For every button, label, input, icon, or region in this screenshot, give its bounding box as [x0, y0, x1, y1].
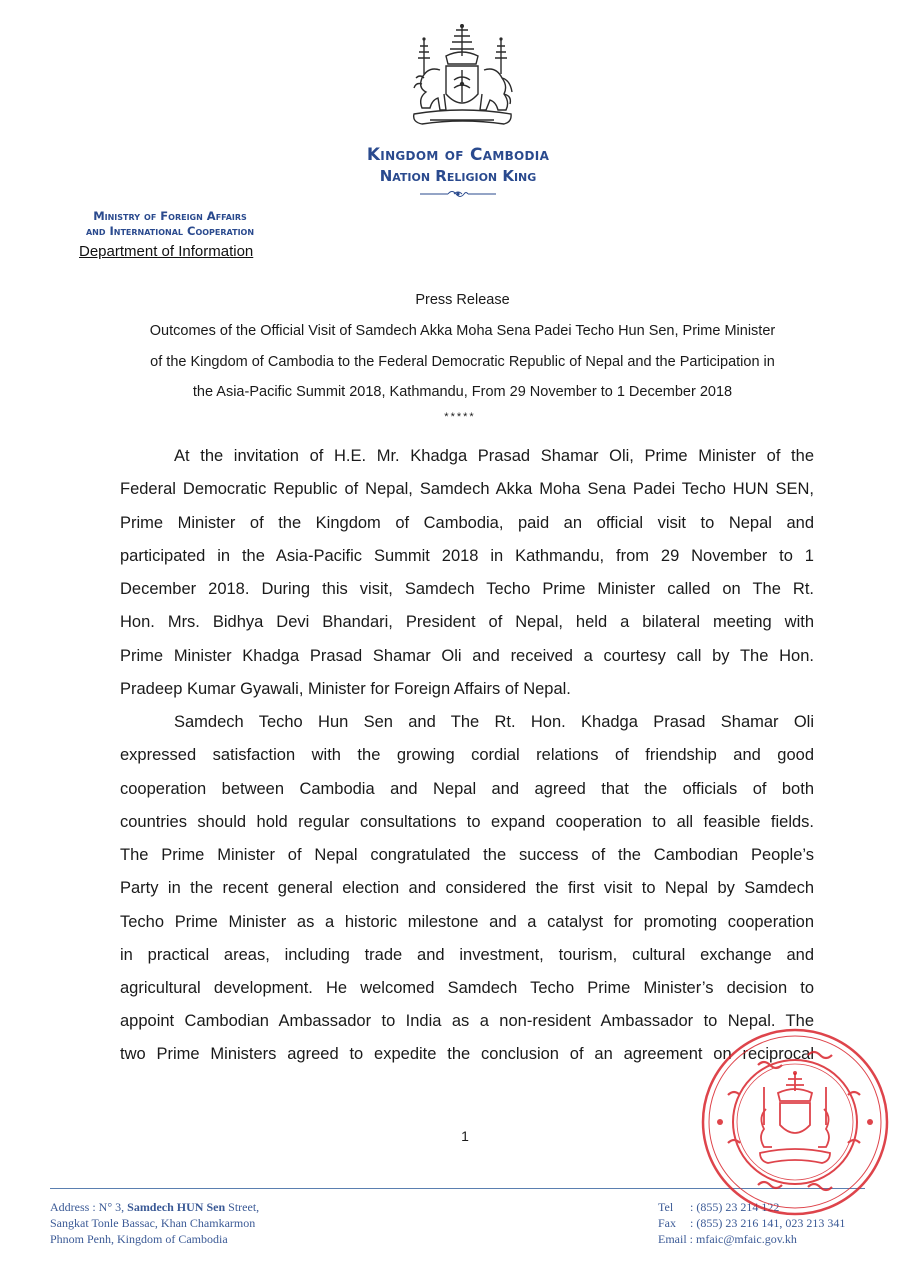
tel-value: : (855) 23 214 122: [690, 1200, 780, 1214]
headline-line-3: the Asia-Pacific Summit 2018, Kathmandu, From 29 November to 1 December 2018: [192, 384, 733, 400]
body-line: The Prime Minister of Nepal congratulated the success of the Cambodian People’s: [120, 846, 814, 864]
official-seal-stamp-icon: [698, 1025, 893, 1220]
department-name: Department of Information: [79, 243, 254, 260]
address-street-name: Samdech HUN Sen: [127, 1200, 226, 1214]
kingdom-title: Kingdom of Cambodia: [366, 145, 550, 165]
body-line: December 2018. During this visit, Samdech Techo Prime Minister called on The Rt.: [120, 580, 814, 598]
ministry-name-line2: and International Cooperation: [85, 224, 255, 238]
ministry-name-line1: Ministry of Foreign Affairs: [93, 209, 247, 223]
body-line: Prime Minister Khadga Prasad Shamar Oli and received a courtesy call by The Hon.: [120, 647, 814, 665]
body-line: Samdech Techo Hun Sen and The Rt. Hon. Khadga Prasad Shamar Oli: [174, 713, 814, 731]
body-line: participated in the Asia-Pacific Summit 2018 in Kathmandu, from 29 November to 1: [120, 547, 814, 565]
body-line: countries should hold regular consultations to expand cooperation to all feasible fields.: [120, 813, 814, 831]
fax-value: : (855) 23 216 141, 023 213 341: [690, 1216, 846, 1230]
headline-line-2: of the Kingdom of Cambodia to the Federal Democratic Republic of Nepal and the Participation in: [150, 354, 775, 370]
email-label: Email: [658, 1232, 687, 1246]
body-line: cooperation between Cambodia and Nepal and agreed that the officials of both: [120, 780, 814, 798]
body-line: Pradeep Kumar Gyawali, Minister for Foreign Affairs of Nepal.: [120, 680, 571, 698]
body-line: Federal Democratic Republic of Nepal, Samdech Akka Moha Sena Padei Techo HUN SEN,: [120, 480, 814, 498]
address-line-2: Sangkat Tonle Bassac, Khan Chamkarmon: [50, 1216, 256, 1230]
press-release-label: Press Release: [415, 292, 510, 308]
section-separator: *****: [444, 411, 476, 423]
address-street-suffix: Street,: [225, 1200, 260, 1214]
page-number: 1: [461, 1128, 469, 1144]
fax-label: Fax: [658, 1216, 676, 1230]
body-line: Prime Minister of the Kingdom of Cambodia, paid an official visit to Nepal and: [120, 514, 814, 532]
royal-crest-icon: [400, 22, 525, 140]
body-line: appoint Cambodian Ambassador to India as a non-resident Ambassador to Nepal. The: [120, 1012, 814, 1030]
address-line-1: [50, 1199, 380, 1215]
body-line: At the invitation of H.E. Mr. Khadga Prasad Shamar Oli, Prime Minister of the: [174, 447, 814, 465]
address-line-3: Phnom Penh, Kingdom of Cambodia: [50, 1232, 228, 1246]
body-line: Hon. Mrs. Bidhya Devi Bhandari, President of Nepal, held a bilateral meeting with: [120, 613, 814, 631]
body-line: agricultural development. He welcomed Samdech Techo Prime Minister’s decision to: [120, 979, 814, 997]
body-line: in practical areas, including trade and investment, tourism, cultural exchange and: [120, 946, 814, 964]
kingdom-motto: Nation Religion King: [379, 167, 537, 185]
body-line: two Prime Ministers agreed to expedite the conclusion of an agreement on reciprocal: [120, 1045, 814, 1063]
body-line: Techo Prime Minister as a historic milestone and a catalyst for promoting cooperation: [120, 913, 814, 931]
email-line: [658, 1231, 888, 1247]
body-line: expressed satisfaction with the growing cordial relations of friendship and good: [120, 746, 814, 764]
tel-label: Tel: [658, 1200, 674, 1214]
body-line: Party in the recent general election and considered the first visit to Nepal by Samdech: [120, 879, 814, 897]
email-value: : mfaic@mfaic.gov.kh: [689, 1232, 797, 1246]
headline-line-1: Outcomes of the Official Visit of Samdech Akka Moha Sena Padei Techo Hun Sen, Prime Minister: [149, 323, 776, 339]
footer-address: [50, 1199, 380, 1247]
address-prefix: Address : N° 3,: [50, 1200, 128, 1214]
ornament-divider-icon: [418, 188, 498, 200]
